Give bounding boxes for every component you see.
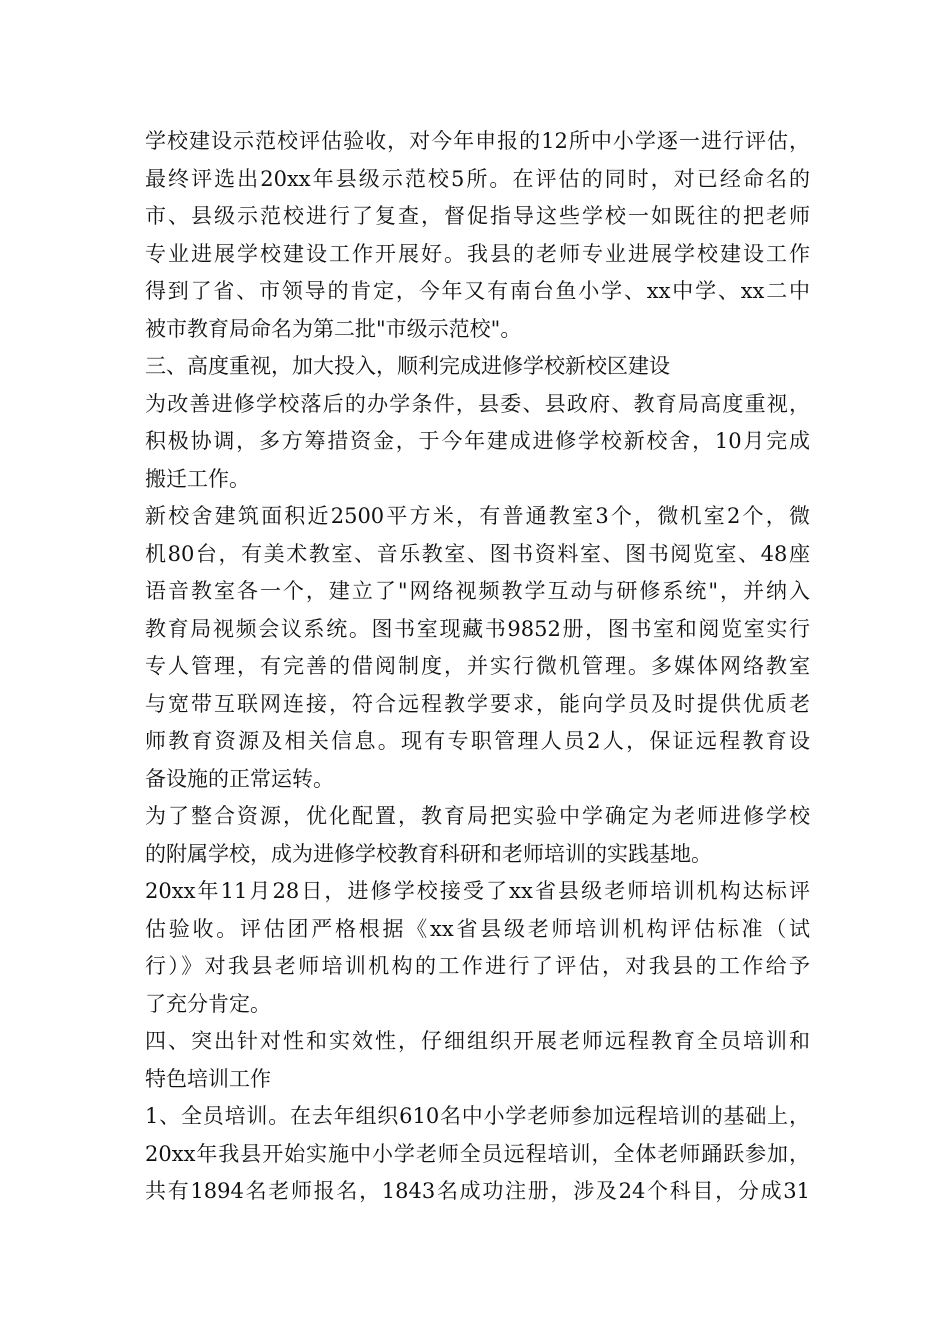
document-body: [145, 123, 810, 1211]
text-line: 1、全员培训。在去年组织610名中小学老师参加远程培训的基础上，: [145, 1104, 810, 1128]
text-line: 行）》对我县老师培训机构的工作进行了评估，对我县的工作给予: [145, 954, 810, 978]
text-line: 专业进展学校建设工作开展好。我县的老师专业进展学校建设工作: [145, 241, 810, 266]
text-line: 搬迁工作。: [145, 466, 250, 491]
text-line: 共有1894名老师报名，1843名成功注册，涉及24个科目，分成31: [145, 1179, 810, 1203]
text-line: 专人管理，有完善的借阅制度，并实行微机管理。多媒体网络教室: [145, 654, 810, 678]
text-line: 三、高度重视，加大投入，顺利完成进修学校新校区建设: [145, 354, 670, 378]
text-line: 估验收。评估团严格根据《xx省县级老师培训机构评估标准（试: [145, 916, 810, 941]
text-line: 最终评选出20xx年县级示范校5所。在评估的同时，对已经命名的: [145, 166, 810, 191]
text-line: 教育局视频会议系统。图书室现藏书9852册，图书室和阅览室实行: [145, 616, 810, 641]
text-line: 20xx年11月28日，进修学校接受了xx省县级老师培训机构达标评: [145, 879, 810, 903]
text-line: 被市教育局命名为第二批"市级示范校"。: [145, 316, 522, 341]
text-line: 为改善进修学校落后的办学条件，县委、县政府、教育局高度重视，: [145, 391, 810, 416]
text-line: 与宽带互联网连接，符合远程教学要求，能向学员及时提供优质老: [145, 691, 810, 716]
text-line: 四、突出针对性和实效性，仔细组织开展老师远程教育全员培训和: [145, 1029, 810, 1053]
text-line: 备设施的正常运转。: [145, 766, 334, 791]
text-line: 市、县级示范校进行了复查，督促指导这些学校一如既往的把老师: [145, 204, 810, 228]
text-line: 20xx年我县开始实施中小学老师全员远程培训，全体老师踊跃参加，: [145, 1141, 810, 1166]
text-line: 机80台，有美术教室、音乐教室、图书资料室、图书阅览室、48座: [145, 541, 810, 566]
text-line: 师教育资源及相关信息。现有专职管理人员2人，保证远程教育设: [145, 729, 810, 753]
text-line: 学校建设示范校评估验收，对今年申报的12所中小学逐一进行评估，: [145, 129, 810, 153]
text-line: 特色培训工作: [145, 1066, 271, 1091]
text-line: 新校舍建筑面积近2500平方米，有普通教室3个，微机室2个，微: [145, 504, 810, 528]
text-line: 了充分肯定。: [145, 991, 271, 1016]
text-line: 积极协调，多方筹措资金，于今年建成进修学校新校舍，10月完成: [145, 429, 810, 453]
text-line: 语音教室各一个，建立了"网络视频教学互动与研修系统"，并纳入: [145, 579, 810, 603]
text-line: 的附属学校，成为进修学校教育科研和老师培训的实践基地。: [145, 841, 712, 866]
text-line: 为了整合资源，优化配置，教育局把实验中学确定为老师进修学校: [145, 804, 810, 828]
text-line: 得到了省、市领导的肯定，今年又有南台鱼小学、xx中学、xx二中: [145, 279, 810, 303]
